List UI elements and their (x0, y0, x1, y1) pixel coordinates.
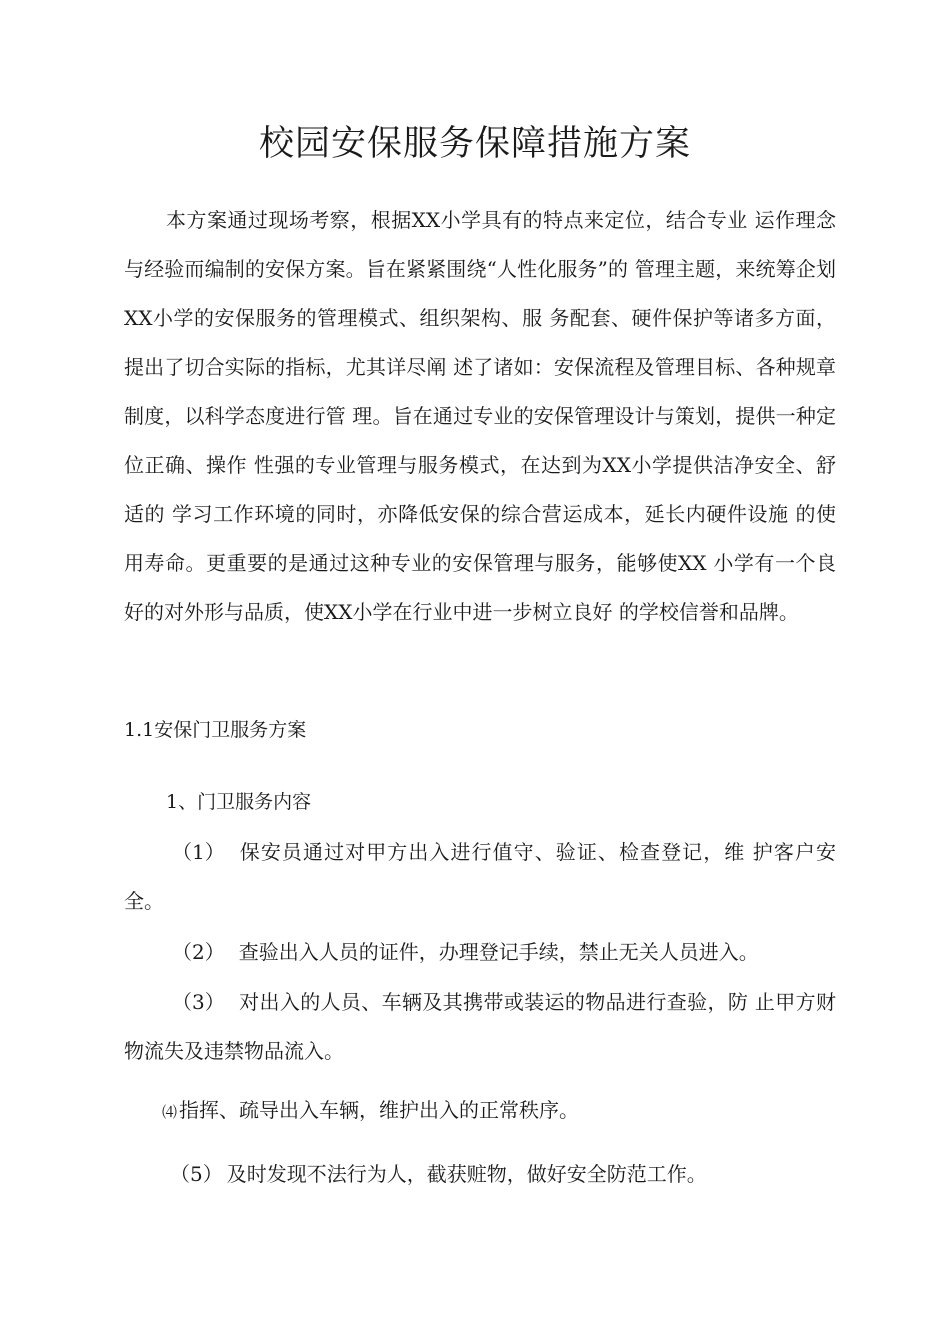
subheading: 1、门卫服务内容 (166, 791, 312, 813)
list-item-number: ⑷ (162, 1103, 178, 1121)
list-item-text: 及时发现不法行为人，截获赃物，做好安全防范工作。 (226, 1162, 707, 1186)
document-title: 校园安保服务保障措施方案 (258, 124, 691, 164)
list-item (162, 1086, 874, 1137)
intro-section (124, 196, 836, 637)
list-item-text: 保安员通过对甲方出入进行值守、验证、检查登记，维 护客户安全。 (124, 840, 836, 913)
list-item (124, 828, 836, 926)
list-item-text: 对出入的人员、车辆及其携带或装运的物品进行查验，防 止甲方财物流失及违禁物品流入。 (124, 990, 836, 1063)
intro-paragraph: 本方案通过现场考察，根据XX小学具有的特点来定位，结合专业 运作理念与经验而编制的安保方案。旨在紧紧围绕“人性化服务”的 管理主题，来统筹企划XX小学的安保服务的管理模式、组织架构、服 务配套、硬件保护等诸多方面，提出了切合实际的指标，尤其详尽阐 述了诸如：安保流程及管理目标、各种规章制度，以科学态度进行管 理。旨在通过专业的安保管理设计与策划，提供一种定位正确、操作 性强的专业管理与服务模式，在达到为XX小学提供洁净安全、舒适的 学习工作环境的同时，亦降低安保的综合营运成本，延长内硬件设施 的使用寿命。更重要的是通过这种专业的安保管理与服务，能够使XX 小学有一个良好的对外形与品质，使XX小学在行业中进一步树立良好 的学校信誉和品牌。 (124, 208, 836, 624)
list-item (124, 928, 836, 977)
list-item-number: （5） (170, 1162, 223, 1186)
list-item-text: 查验出入人员的证件，办理登记手续，禁止无关人员进入。 (238, 940, 759, 964)
list-item (124, 978, 836, 1076)
list-item-number: （3） (172, 990, 225, 1014)
list-item-text: 指挥、疏导出入车辆，维护出入的正常秩序。 (179, 1098, 580, 1122)
section-heading: 1.1安保门卫服务方案 (124, 719, 307, 741)
list-item (170, 1150, 882, 1199)
list-item-number: （2） (172, 940, 225, 964)
list-item-number: （1） (172, 840, 225, 864)
